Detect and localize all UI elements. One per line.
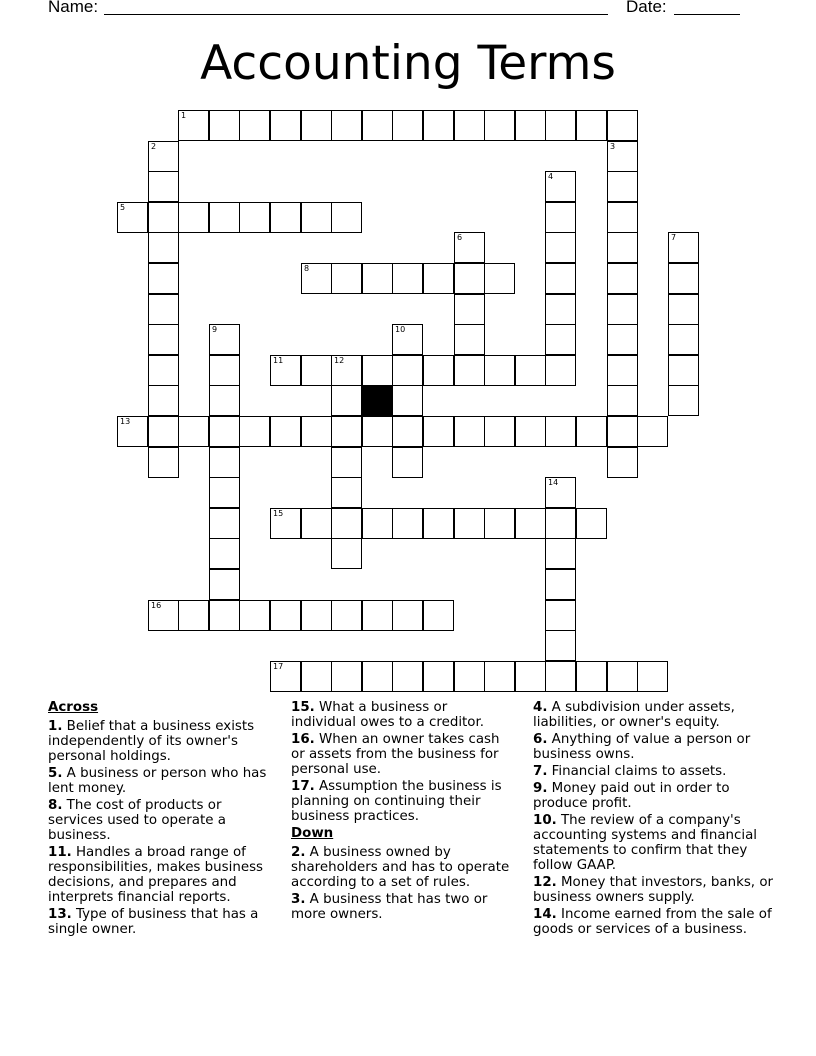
across-heading: Across <box>48 700 99 715</box>
clue-item-text: Belief that a business exists independently of its owner's personal holdings. <box>48 719 255 764</box>
crossword-cell[interactable] <box>668 232 699 263</box>
crossword-cell[interactable] <box>209 385 240 416</box>
crossword-cell[interactable] <box>331 661 362 692</box>
crossword-cell[interactable] <box>515 110 546 141</box>
crossword-cell[interactable] <box>484 110 515 141</box>
crossword-cell[interactable] <box>454 263 485 294</box>
clue-item-text: Money that investors, banks, or business owners supply. <box>533 875 774 905</box>
crossword-cell[interactable] <box>545 263 576 294</box>
clues-column-3 <box>533 700 773 939</box>
crossword-cell[interactable] <box>209 538 240 569</box>
crossword-cell[interactable] <box>423 600 454 631</box>
crossword-cell[interactable] <box>545 630 576 661</box>
clue-item <box>291 845 513 890</box>
crossword-cell[interactable] <box>362 508 393 539</box>
crossword-cell[interactable] <box>117 416 148 447</box>
crossword-cell[interactable] <box>148 324 179 355</box>
crossword-cell[interactable] <box>607 385 638 416</box>
crossword-cell[interactable] <box>392 508 423 539</box>
clue-number: 16 <box>151 601 162 610</box>
crossword-cell[interactable] <box>209 355 240 386</box>
crossword-cell[interactable] <box>607 232 638 263</box>
clue-number: 8 <box>304 264 310 273</box>
crossword-cell[interactable] <box>148 263 179 294</box>
crossword-cell[interactable] <box>362 110 393 141</box>
clue-item-text: Anything of value a person or business owns. <box>533 732 751 762</box>
across-clue-list-continued <box>291 700 513 824</box>
crossword-cell[interactable] <box>454 232 485 263</box>
clue-number: 5 <box>120 203 126 212</box>
clue-item <box>533 875 773 905</box>
clue-item-text: A business that has two or more owners. <box>291 892 488 922</box>
clue-item-number: 5. <box>48 766 63 781</box>
clue-number: 9 <box>212 325 218 334</box>
crossword-cell[interactable] <box>392 324 423 355</box>
crossword-cell[interactable] <box>668 324 699 355</box>
clue-item <box>48 719 274 764</box>
crossword-cell[interactable] <box>607 171 638 202</box>
crossword-cell[interactable] <box>148 141 179 172</box>
crossword-cell[interactable] <box>454 508 485 539</box>
clue-item <box>48 845 274 905</box>
crossword-cell[interactable] <box>454 294 485 325</box>
page-title: Accounting Terms <box>200 36 616 91</box>
clue-item-text: A business or person who has lent money. <box>48 766 267 796</box>
crossword-cell[interactable] <box>423 263 454 294</box>
crossword-cell[interactable] <box>576 416 607 447</box>
clues-column-1 <box>48 700 274 939</box>
clue-item <box>533 813 773 873</box>
crossword-cell[interactable] <box>301 202 332 233</box>
crossword-cell[interactable] <box>270 508 301 539</box>
clue-item <box>533 700 773 730</box>
clue-number: 11 <box>273 356 284 365</box>
clue-number: 14 <box>548 478 559 487</box>
clue-item-number: 1. <box>48 719 63 734</box>
crossword-cell[interactable] <box>239 202 270 233</box>
crossword-cell[interactable] <box>607 294 638 325</box>
crossword-cell[interactable] <box>607 661 638 692</box>
crossword-cell[interactable] <box>607 355 638 386</box>
crossword-cell[interactable] <box>545 294 576 325</box>
crossword-cell[interactable] <box>209 202 240 233</box>
crossword-cell[interactable] <box>545 171 576 202</box>
crossword-cell[interactable] <box>484 661 515 692</box>
crossword-cell[interactable] <box>607 263 638 294</box>
clue-item-text: Income earned from the sale of goods or services of a business. <box>533 907 772 937</box>
crossword-cell[interactable] <box>484 416 515 447</box>
crossword-cell[interactable] <box>270 661 301 692</box>
crossword-cell[interactable] <box>331 110 362 141</box>
crossword-cell[interactable] <box>331 385 362 416</box>
crossword-cell[interactable] <box>209 569 240 600</box>
crossword-cell[interactable] <box>331 355 362 386</box>
black-square <box>362 385 393 416</box>
name-label: Name: <box>48 0 99 16</box>
crossword-cell[interactable] <box>239 600 270 631</box>
clue-number: 4 <box>548 172 554 181</box>
crossword-cell[interactable] <box>362 661 393 692</box>
clue-item-number: 4. <box>533 700 548 715</box>
crossword-cell[interactable] <box>607 202 638 233</box>
clue-item-number: 17. <box>291 779 315 794</box>
crossword-cell[interactable] <box>148 171 179 202</box>
clue-item <box>291 892 513 922</box>
clue-item-text: A subdivision under assets, liabilities, or owner's equity. <box>533 700 735 730</box>
clue-number: 13 <box>120 417 131 426</box>
crossword-cell[interactable] <box>301 508 332 539</box>
date-label: Date: <box>626 0 667 16</box>
crossword-cell[interactable] <box>148 355 179 386</box>
clue-item-text: Money paid out in order to produce profit. <box>533 781 730 811</box>
clue-item <box>48 907 274 937</box>
crossword-cell[interactable] <box>178 202 209 233</box>
clue-item <box>48 766 274 796</box>
crossword-cell[interactable] <box>545 538 576 569</box>
crossword-cell[interactable] <box>392 263 423 294</box>
clue-number: 12 <box>334 356 345 365</box>
crossword-cell[interactable] <box>515 508 546 539</box>
crossword-cell[interactable] <box>270 202 301 233</box>
down-clue-list-continued <box>533 700 773 937</box>
crossword-cell[interactable] <box>331 416 362 447</box>
crossword-cell[interactable] <box>607 110 638 141</box>
crossword-cell[interactable] <box>209 600 240 631</box>
clue-number: 7 <box>671 233 677 242</box>
crossword-cell[interactable] <box>362 600 393 631</box>
clue-item-number: 10. <box>533 813 557 828</box>
clue-item-number: 7. <box>533 764 548 779</box>
crossword-cell[interactable] <box>148 232 179 263</box>
crossword-cell[interactable] <box>668 385 699 416</box>
clue-item <box>533 764 773 779</box>
clue-number: 2 <box>151 142 157 151</box>
crossword-cell[interactable] <box>301 355 332 386</box>
crossword-cell[interactable] <box>148 294 179 325</box>
clue-item <box>533 907 773 937</box>
crossword-cell[interactable] <box>392 416 423 447</box>
crossword-cell[interactable] <box>545 355 576 386</box>
clue-number: 10 <box>395 325 406 334</box>
crossword-cell[interactable] <box>392 355 423 386</box>
crossword-cell[interactable] <box>607 141 638 172</box>
crossword-cell[interactable] <box>331 447 362 478</box>
crossword-cell[interactable] <box>392 447 423 478</box>
crossword-cell[interactable] <box>454 661 485 692</box>
crossword-cell[interactable] <box>209 447 240 478</box>
clue-item-number: 2. <box>291 845 306 860</box>
clue-item <box>291 700 513 730</box>
clues-column-2 <box>291 700 513 924</box>
clue-item-text: Type of business that has a single owner. <box>48 907 259 937</box>
crossword-cell[interactable] <box>576 110 607 141</box>
crossword-cell[interactable] <box>239 110 270 141</box>
clue-item <box>533 781 773 811</box>
clue-item-number: 8. <box>48 798 63 813</box>
clue-number: 1 <box>181 111 187 120</box>
clue-item-text: What a business or individual owes to a creditor. <box>291 700 485 730</box>
crossword-cell[interactable] <box>545 416 576 447</box>
down-heading: Down <box>291 826 334 841</box>
crossword-cell[interactable] <box>209 110 240 141</box>
crossword-cell[interactable] <box>209 324 240 355</box>
crossword-cell[interactable] <box>545 661 576 692</box>
crossword-cell[interactable] <box>454 324 485 355</box>
crossword-cell[interactable] <box>454 416 485 447</box>
crossword-cell[interactable] <box>515 661 546 692</box>
clue-item-number: 14. <box>533 907 557 922</box>
crossword-cell[interactable] <box>515 355 546 386</box>
crossword-cell[interactable] <box>331 202 362 233</box>
crossword-cell[interactable] <box>148 447 179 478</box>
crossword-cell[interactable] <box>392 661 423 692</box>
crossword-cell[interactable] <box>668 294 699 325</box>
crossword-cell[interactable] <box>423 110 454 141</box>
crossword-cell[interactable] <box>270 355 301 386</box>
crossword-cell[interactable] <box>362 263 393 294</box>
crossword-cell[interactable] <box>178 600 209 631</box>
down-clue-list <box>291 845 513 922</box>
crossword-cell[interactable] <box>301 263 332 294</box>
clue-number: 15 <box>273 509 284 518</box>
crossword-cell[interactable] <box>423 355 454 386</box>
clue-item-text: Handles a broad range of responsibilities, makes business decisions, and prepares and interprets financial reports. <box>48 845 264 905</box>
across-clue-list <box>48 719 274 937</box>
clue-item <box>533 732 773 762</box>
crossword-cell[interactable] <box>545 202 576 233</box>
crossword-cell[interactable] <box>545 110 576 141</box>
crossword-cell[interactable] <box>454 110 485 141</box>
date-input-line[interactable] <box>674 14 740 15</box>
crossword-cell[interactable] <box>362 355 393 386</box>
clue-item-number: 6. <box>533 732 548 747</box>
clue-item-number: 9. <box>533 781 548 796</box>
crossword-cell[interactable] <box>270 110 301 141</box>
clue-item-text: The review of a company's accounting systems and financial statements to confirm that they follow GAAP. <box>533 813 758 873</box>
crossword-cell[interactable] <box>668 355 699 386</box>
crossword-cell[interactable] <box>545 477 576 508</box>
clue-item-number: 13. <box>48 907 72 922</box>
crossword-cell[interactable] <box>301 110 332 141</box>
crossword-cell[interactable] <box>484 263 515 294</box>
crossword-cell[interactable] <box>270 416 301 447</box>
clue-number: 17 <box>273 662 284 671</box>
crossword-cell[interactable] <box>148 385 179 416</box>
crossword-cell[interactable] <box>607 324 638 355</box>
crossword-cell[interactable] <box>178 416 209 447</box>
crossword-cell[interactable] <box>545 569 576 600</box>
crossword-cell[interactable] <box>209 416 240 447</box>
clue-item <box>48 798 274 843</box>
crossword-cell[interactable] <box>607 447 638 478</box>
clue-item-text: Financial claims to assets. <box>547 764 727 779</box>
name-input-line[interactable] <box>104 14 608 15</box>
clue-item-number: 16. <box>291 732 315 747</box>
crossword-cell[interactable] <box>392 385 423 416</box>
crossword-cell[interactable] <box>178 110 209 141</box>
clue-item-text: When an owner takes cash or assets from the business for personal use. <box>291 732 500 777</box>
clue-item-number: 15. <box>291 700 315 715</box>
crossword-cell[interactable] <box>545 508 576 539</box>
crossword-cell[interactable] <box>423 416 454 447</box>
crossword-cell[interactable] <box>148 600 179 631</box>
clue-number: 6 <box>457 233 463 242</box>
crossword-cell[interactable] <box>392 600 423 631</box>
crossword-cell[interactable] <box>637 416 668 447</box>
crossword-cell[interactable] <box>576 508 607 539</box>
crossword-cell[interactable] <box>331 477 362 508</box>
crossword-cell[interactable] <box>515 416 546 447</box>
crossword-cell[interactable] <box>209 508 240 539</box>
clue-item-number: 3. <box>291 892 306 907</box>
crossword-cell[interactable] <box>484 508 515 539</box>
crossword-cell[interactable] <box>545 324 576 355</box>
crossword-cell[interactable] <box>270 600 301 631</box>
crossword-cell[interactable] <box>331 263 362 294</box>
clue-item-text: Assumption the business is planning on continuing their business practices. <box>291 779 502 824</box>
clue-item-number: 12. <box>533 875 557 890</box>
clue-item-text: A business owned by shareholders and has to operate according to a set of rules. <box>291 845 510 890</box>
clue-number: 3 <box>610 142 616 151</box>
crossword-cell[interactable] <box>545 600 576 631</box>
crossword-cell[interactable] <box>607 416 638 447</box>
clue-item-number: 11. <box>48 845 72 860</box>
crossword-cell[interactable] <box>301 416 332 447</box>
crossword-cell[interactable] <box>331 600 362 631</box>
crossword-cell[interactable] <box>209 477 240 508</box>
crossword-cell[interactable] <box>637 661 668 692</box>
crossword-cell[interactable] <box>301 600 332 631</box>
crossword-cell[interactable] <box>331 508 362 539</box>
clue-item-text: The cost of products or services used to operate a business. <box>48 798 226 843</box>
crossword-cell[interactable] <box>454 355 485 386</box>
crossword-cell[interactable] <box>117 202 148 233</box>
crossword-cell[interactable] <box>148 202 179 233</box>
clue-item <box>291 779 513 824</box>
crossword-cell[interactable] <box>423 661 454 692</box>
crossword-cell[interactable] <box>392 110 423 141</box>
crossword-cell[interactable] <box>301 661 332 692</box>
clue-item <box>291 732 513 777</box>
crossword-cell[interactable] <box>331 538 362 569</box>
crossword-cell[interactable] <box>668 263 699 294</box>
crossword-cell[interactable] <box>576 661 607 692</box>
crossword-cell[interactable] <box>148 416 179 447</box>
crossword-cell[interactable] <box>423 508 454 539</box>
crossword-cell[interactable] <box>239 416 270 447</box>
crossword-cell[interactable] <box>484 355 515 386</box>
crossword-cell[interactable] <box>362 416 393 447</box>
crossword-cell[interactable] <box>545 232 576 263</box>
